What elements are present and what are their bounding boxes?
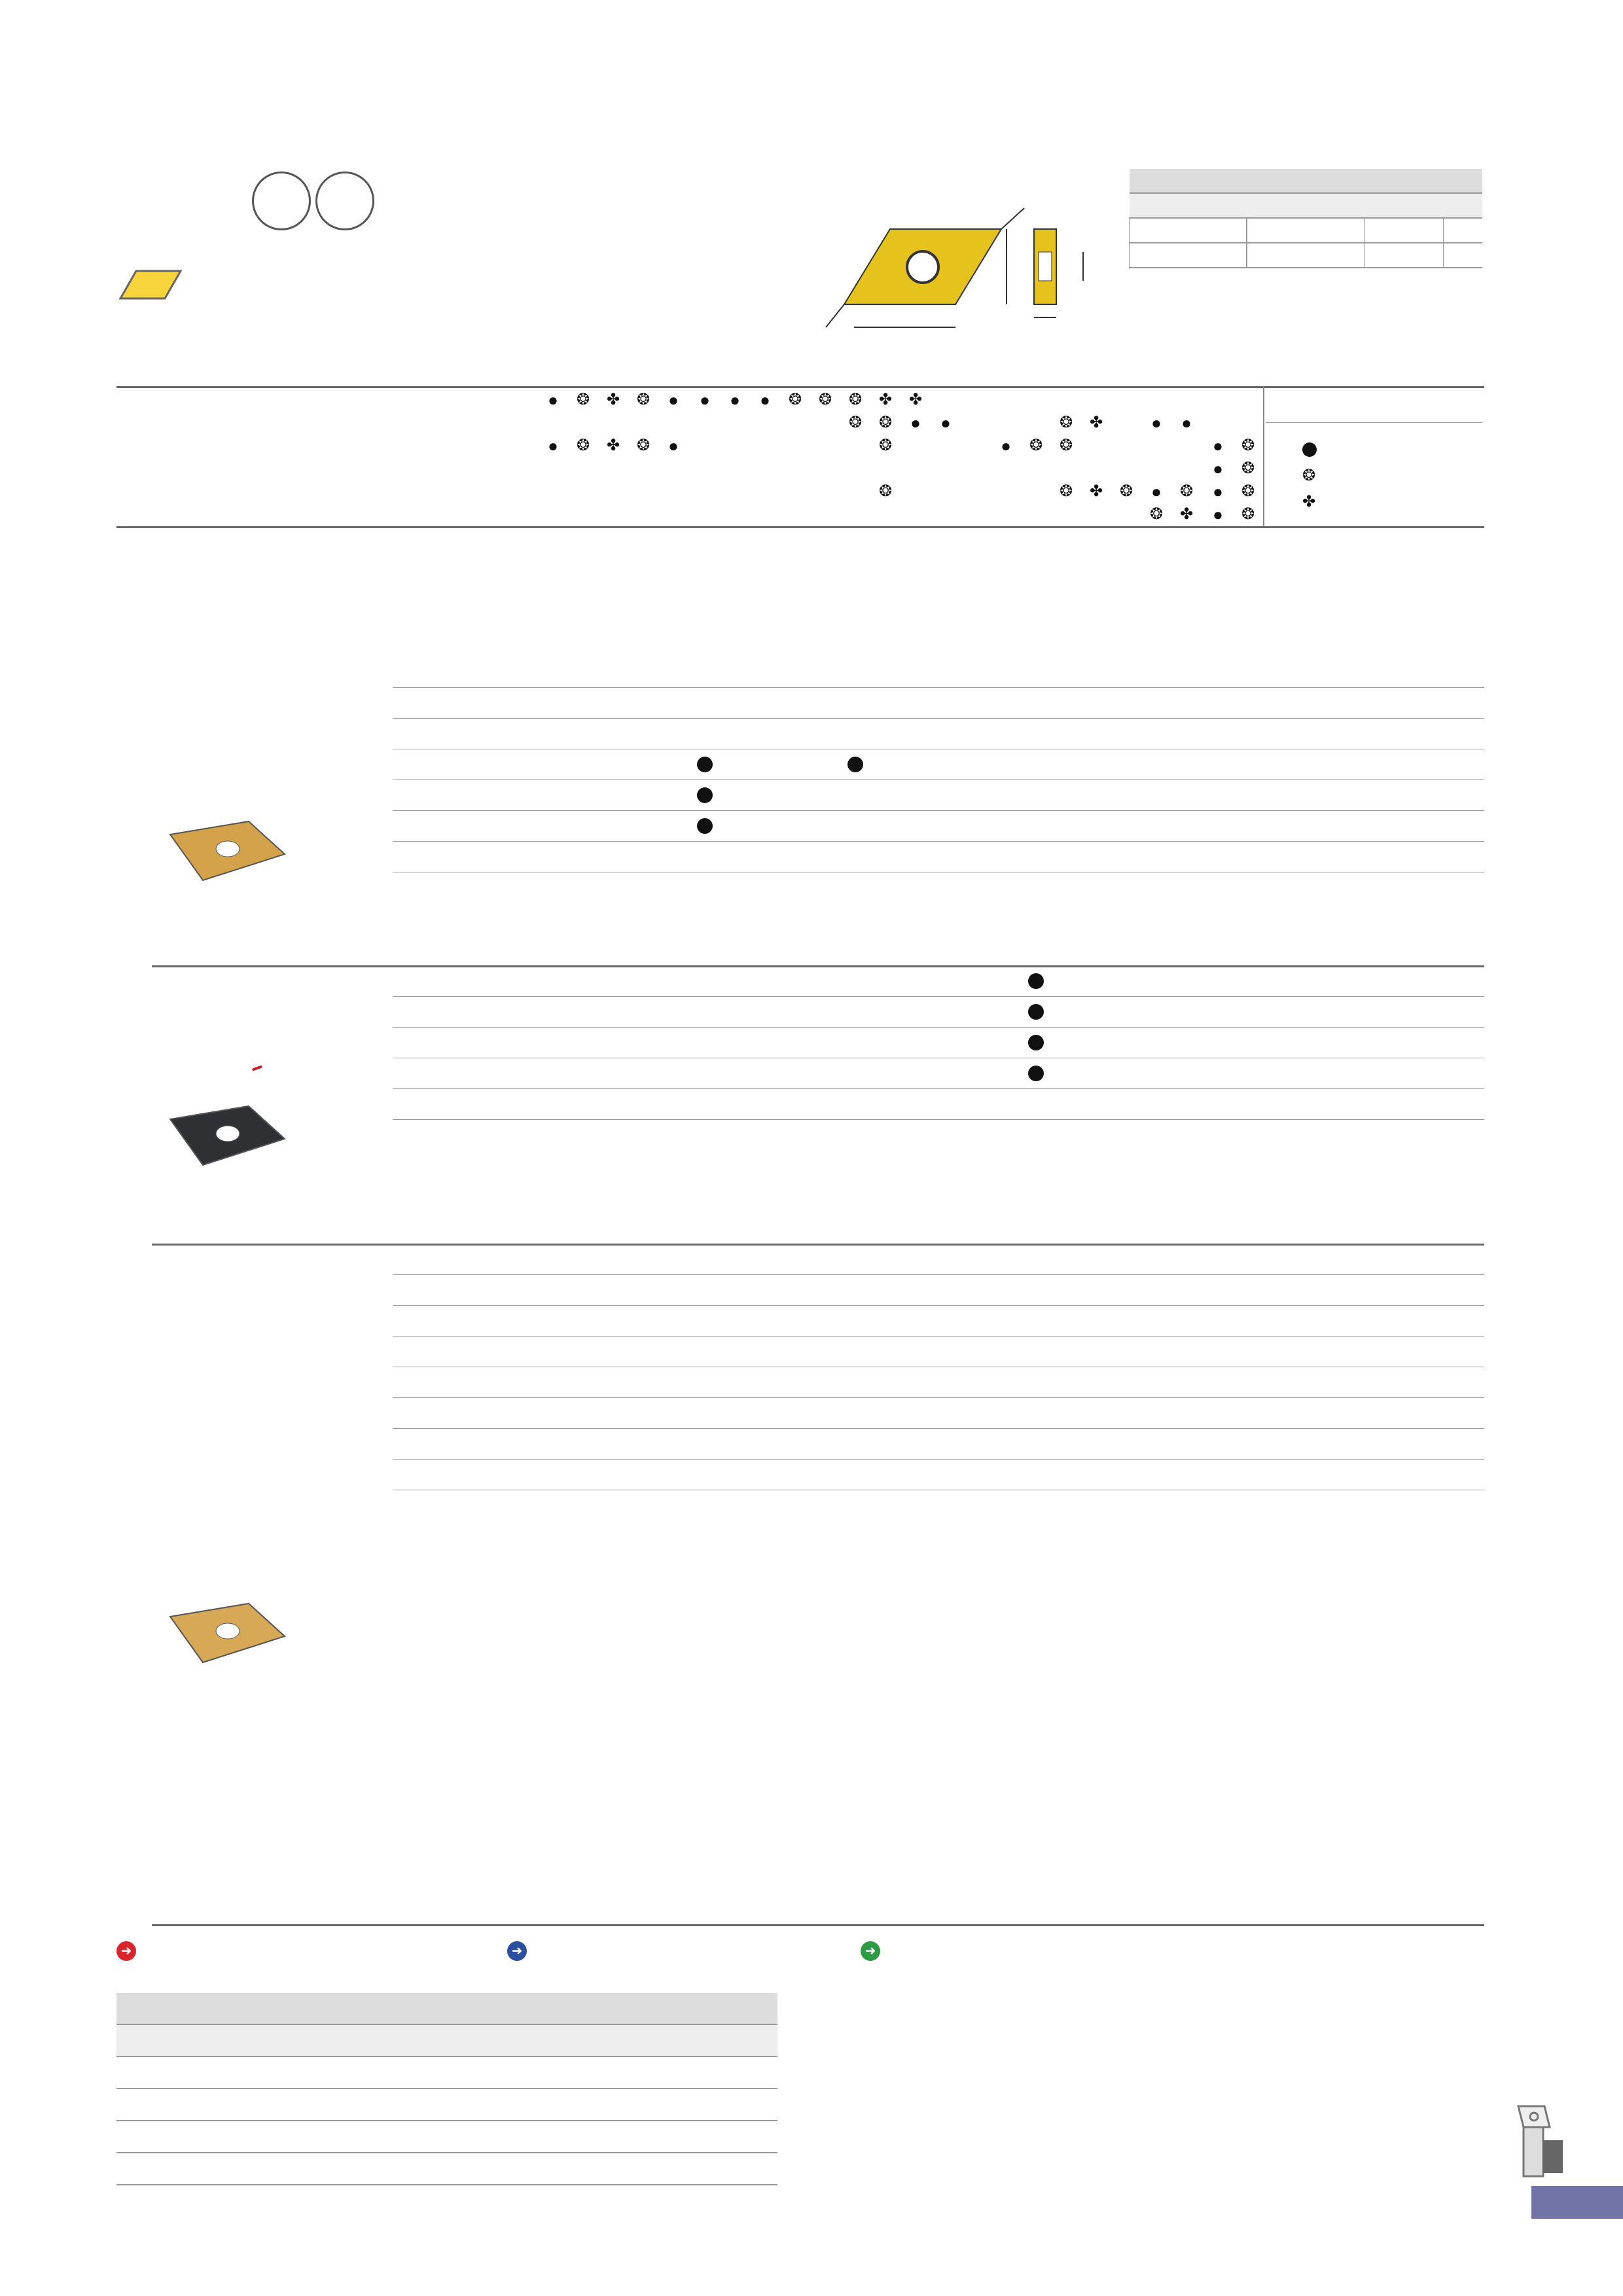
universal-icon: ❂ xyxy=(1241,459,1255,477)
universal-icon: ❂ xyxy=(878,437,893,454)
universal-icon: ❂ xyxy=(818,391,832,408)
footer-section-letter xyxy=(1531,2186,1623,2219)
holder-code xyxy=(116,2153,282,2185)
holder-code xyxy=(447,2056,613,2089)
universal-icon: ❂ xyxy=(1302,467,1316,484)
continuous-icon: ● xyxy=(730,390,740,410)
stock-dot xyxy=(1028,1004,1044,1020)
insert-photo xyxy=(164,1597,288,1669)
universal-icon: ❂ xyxy=(1059,482,1073,500)
group-rule xyxy=(152,1924,1484,1926)
stock-dot xyxy=(697,787,713,803)
stock-dot xyxy=(697,818,713,834)
holder-code xyxy=(116,2121,282,2153)
row-rule xyxy=(393,1119,1484,1120)
reference-chipbreaker xyxy=(507,1941,539,1961)
insert-image-icon xyxy=(164,1597,288,1669)
new-badge xyxy=(252,1065,262,1071)
universal-icon: ❂ xyxy=(1241,505,1255,523)
stock-dot xyxy=(1028,973,1044,989)
dimensions-cell xyxy=(1364,218,1443,243)
holder-page xyxy=(613,2121,778,2153)
holder-page xyxy=(282,2089,448,2121)
continuous-icon: ● xyxy=(700,390,710,410)
universal-icon: ❂ xyxy=(848,391,863,408)
continuous-icon: ● xyxy=(548,436,558,456)
row-rule xyxy=(393,687,1484,688)
continuous-icon: ● xyxy=(910,413,921,433)
interrupted-icon: ✤ xyxy=(878,391,893,408)
row-rule xyxy=(393,1428,1484,1429)
holder-page xyxy=(613,2056,778,2089)
universal-icon: ❂ xyxy=(1029,437,1043,454)
holders-header xyxy=(116,2024,282,2056)
continuous-icon: ● xyxy=(1151,413,1162,433)
continuous-icon: ● xyxy=(760,390,770,410)
holder-code xyxy=(116,2089,282,2121)
continuous-icon: ● xyxy=(1213,459,1223,478)
holder-page xyxy=(282,2056,448,2089)
holder-code xyxy=(447,2153,613,2185)
universal-icon: ❂ xyxy=(878,482,893,500)
insert-photo xyxy=(164,815,288,887)
stock-dot xyxy=(697,757,713,772)
universal-icon: ❂ xyxy=(1241,482,1255,500)
dimensions-cell xyxy=(1130,218,1247,243)
row-rule xyxy=(393,996,1484,997)
continuous-icon: ● xyxy=(1001,436,1011,456)
interrupted-icon: ✤ xyxy=(606,437,620,454)
row-rule xyxy=(393,1088,1484,1089)
holder-code xyxy=(447,2089,613,2121)
row-rule xyxy=(393,1397,1484,1398)
universal-icon: ❂ xyxy=(878,414,893,431)
row-rule xyxy=(393,1305,1484,1306)
reference-rake xyxy=(116,1941,148,1961)
universal-icon: ❂ xyxy=(1119,482,1133,500)
continuous-icon: ● xyxy=(1213,505,1223,524)
insert-photo xyxy=(164,1100,288,1172)
continuous-icon: ● xyxy=(548,390,558,410)
dimensions-caption xyxy=(1130,169,1483,193)
stock-dot xyxy=(847,757,863,772)
row-rule xyxy=(393,1459,1484,1460)
group-rule xyxy=(152,1244,1484,1246)
row-rule xyxy=(393,1274,1484,1275)
holder-code xyxy=(116,2056,282,2089)
rhombus-icon xyxy=(118,268,183,301)
universal-icon: ❂ xyxy=(636,437,651,454)
holder-page xyxy=(282,2121,448,2153)
stock-dot xyxy=(1028,1066,1044,1081)
universal-icon: ❂ xyxy=(1059,414,1073,431)
clearance-circle-icon xyxy=(315,171,374,230)
dimensions-header xyxy=(1247,193,1364,218)
dimensions-cell xyxy=(1247,218,1364,243)
dimensions-header xyxy=(1130,193,1247,218)
turning-tool-icon xyxy=(1512,2101,1571,2179)
dimensions-cell xyxy=(1247,243,1364,268)
continuous-icon: ● xyxy=(1151,482,1162,501)
stock-dot xyxy=(1028,1035,1044,1050)
reference-designation xyxy=(861,1941,892,1961)
dimensions-header xyxy=(1443,193,1482,218)
dimensions-table xyxy=(1129,169,1482,268)
insert-image-icon xyxy=(164,815,288,887)
universal-icon: ❂ xyxy=(1059,437,1073,454)
continuous-icon: ● xyxy=(1213,482,1223,501)
holders-header xyxy=(447,2024,613,2056)
dimensions-cell xyxy=(1443,243,1482,268)
row-rule xyxy=(393,810,1484,811)
continuous-icon: ● xyxy=(1181,413,1192,433)
continuous-icon: ● xyxy=(668,436,679,456)
universal-icon: ❂ xyxy=(1241,437,1255,454)
holders-header xyxy=(282,2024,448,2056)
interrupted-icon: ✤ xyxy=(1089,482,1103,500)
universal-icon: ❂ xyxy=(788,391,802,408)
universal-icon: ❂ xyxy=(576,437,590,454)
materials-label xyxy=(118,386,193,524)
continuous-icon: ● xyxy=(1213,436,1223,456)
clearance-circle-icon xyxy=(252,171,311,230)
universal-icon: ❂ xyxy=(636,391,651,408)
continuous-icon: ● xyxy=(940,413,951,433)
holder-page xyxy=(613,2089,778,2121)
continuous-icon: ● xyxy=(668,390,679,410)
interrupted-icon: ✤ xyxy=(1302,493,1316,511)
continuous-icon xyxy=(1302,442,1317,457)
dimensions-header xyxy=(1364,193,1443,218)
cond-universal xyxy=(1302,465,1315,485)
universal-icon: ❂ xyxy=(1179,482,1194,500)
universal-icon: ❂ xyxy=(576,391,590,408)
holder-code xyxy=(447,2121,613,2153)
holders-header xyxy=(613,2024,778,2056)
interrupted-icon: ✤ xyxy=(908,391,923,408)
cond-continuous xyxy=(1302,439,1317,459)
insert-image-icon xyxy=(164,1100,288,1172)
group-rule xyxy=(152,965,1484,967)
row-rule xyxy=(393,841,1484,842)
insert-diagram xyxy=(785,190,1113,347)
holders-table xyxy=(116,1993,777,2185)
dimensions-cell xyxy=(1364,243,1443,268)
interrupted-icon: ✤ xyxy=(1179,505,1194,523)
interrupted-icon: ✤ xyxy=(1089,414,1103,431)
cond-interrupted xyxy=(1302,491,1315,511)
interrupted-icon: ✤ xyxy=(606,391,620,408)
row-rule xyxy=(393,718,1484,719)
arrow-icon: ➜ xyxy=(861,1941,880,1961)
holder-page xyxy=(282,2153,448,2185)
holder-page xyxy=(613,2153,778,2185)
holders-caption xyxy=(116,1993,777,2024)
universal-icon: ❂ xyxy=(1149,505,1164,523)
dimensions-cell xyxy=(1443,218,1482,243)
dimensions-cell xyxy=(1130,243,1247,268)
universal-icon: ❂ xyxy=(848,414,863,431)
arrow-icon: ➜ xyxy=(507,1941,527,1961)
row-rule xyxy=(393,1027,1484,1028)
arrow-icon: ➜ xyxy=(116,1941,136,1961)
